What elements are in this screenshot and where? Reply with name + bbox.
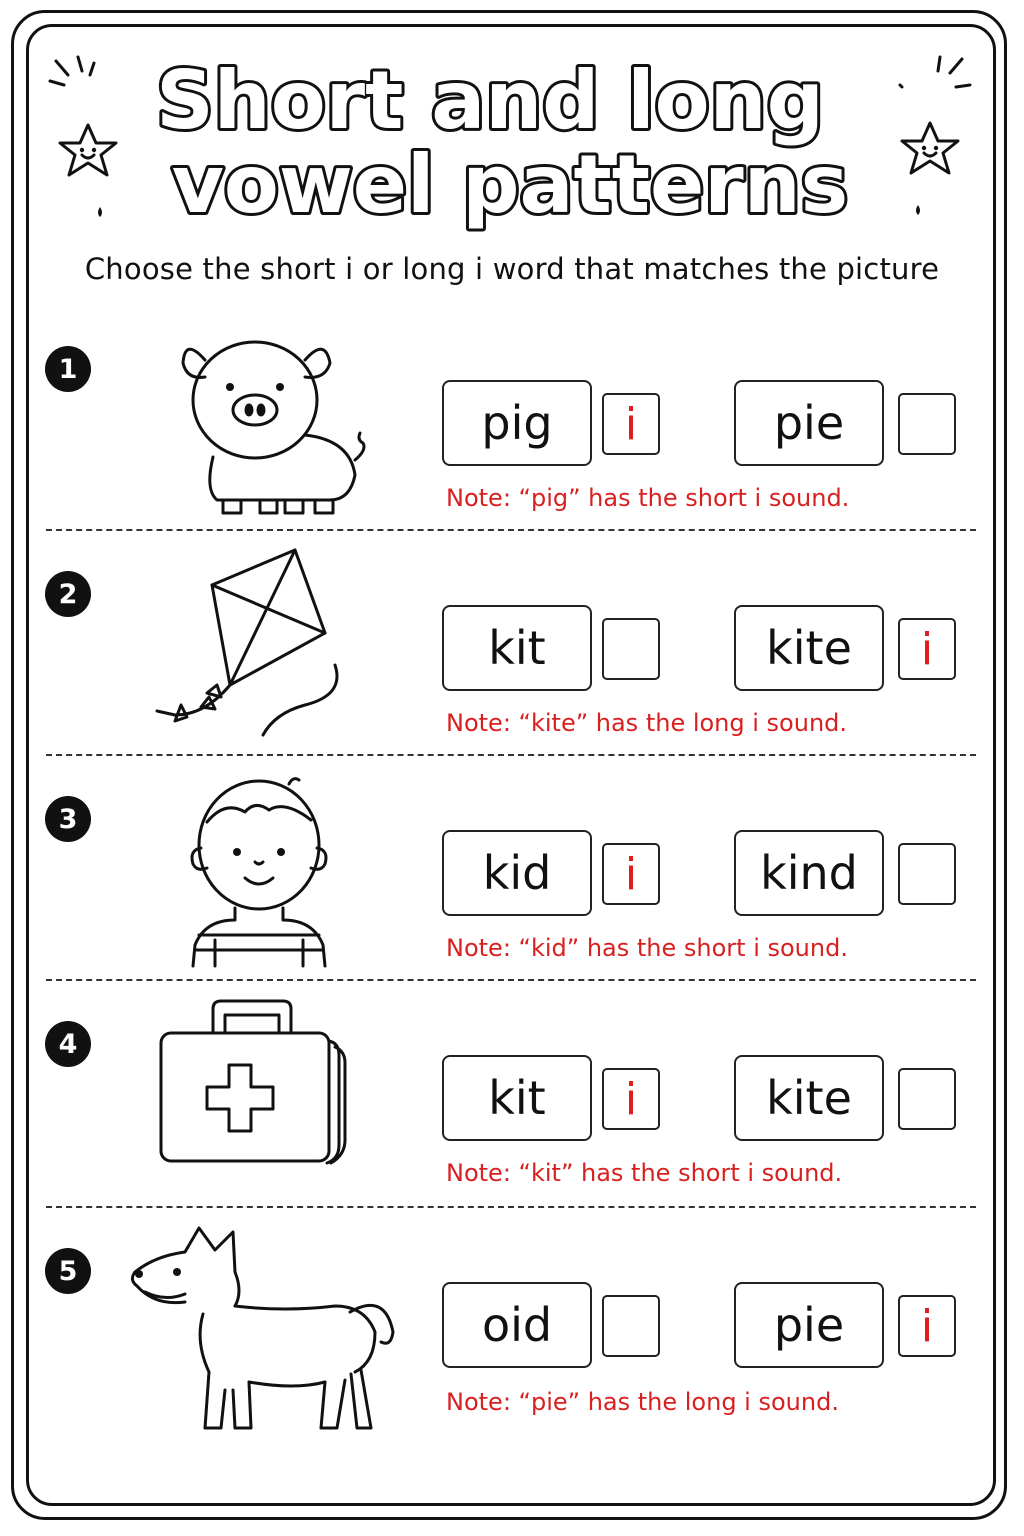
answer-checkbox[interactable] <box>602 1295 660 1357</box>
answer-note: Note: “kid” has the short i sound. <box>446 934 848 962</box>
dashed-divider <box>46 979 976 981</box>
question-number: 3 <box>45 796 91 842</box>
option-word: kind <box>734 830 884 916</box>
answer-note: Note: “kit” has the short i sound. <box>446 1159 843 1187</box>
kid-icon <box>185 770 335 970</box>
question-row-3 <box>0 770 1024 995</box>
answer-checkbox[interactable]: i <box>898 1295 956 1357</box>
option-word: oid <box>442 1282 592 1368</box>
answer-checkbox[interactable]: i <box>602 843 660 905</box>
first-aid-kit-icon <box>155 995 355 1170</box>
question-number: 4 <box>45 1021 91 1067</box>
option-word: kid <box>442 830 592 916</box>
star-right-icon <box>880 55 980 225</box>
answer-checkbox[interactable] <box>898 843 956 905</box>
answer-checkbox[interactable] <box>898 1068 956 1130</box>
dog-icon <box>125 1222 400 1437</box>
kite-icon <box>145 545 365 745</box>
option-word: pig <box>442 380 592 466</box>
dashed-divider <box>46 529 976 531</box>
star-left-icon <box>44 55 139 225</box>
pig-icon <box>165 325 385 520</box>
answer-checkbox[interactable] <box>898 393 956 455</box>
question-number: 2 <box>45 571 91 617</box>
answer-note: Note: “pie” has the long i sound. <box>446 1388 839 1416</box>
dashed-divider <box>46 1206 976 1208</box>
option-word: kit <box>442 605 592 691</box>
worksheet-title <box>0 30 1024 240</box>
answer-note: Note: “kite” has the long i sound. <box>446 709 848 737</box>
option-word: kit <box>442 1055 592 1141</box>
question-row-4 <box>0 995 1024 1220</box>
question-row-1 <box>0 320 1024 545</box>
option-word: pie <box>734 380 884 466</box>
question-row-2 <box>0 545 1024 770</box>
answer-checkbox[interactable]: i <box>602 1068 660 1130</box>
question-row-5 <box>0 1222 1024 1447</box>
question-number: 1 <box>45 346 91 392</box>
answer-checkbox[interactable]: i <box>602 393 660 455</box>
answer-note: Note: “pig” has the short i sound. <box>446 484 850 512</box>
dashed-divider <box>46 754 976 756</box>
answer-checkbox[interactable]: i <box>898 618 956 680</box>
option-word: kite <box>734 1055 884 1141</box>
answer-checkbox[interactable] <box>602 618 660 680</box>
question-number: 5 <box>45 1248 91 1294</box>
title-line-2: vowel patterns <box>171 138 849 231</box>
title-line-1: Short and long <box>156 54 824 147</box>
instructions: Choose the short i or long i word that matches the picture <box>84 252 940 286</box>
option-word: pie <box>734 1282 884 1368</box>
option-word: kite <box>734 605 884 691</box>
